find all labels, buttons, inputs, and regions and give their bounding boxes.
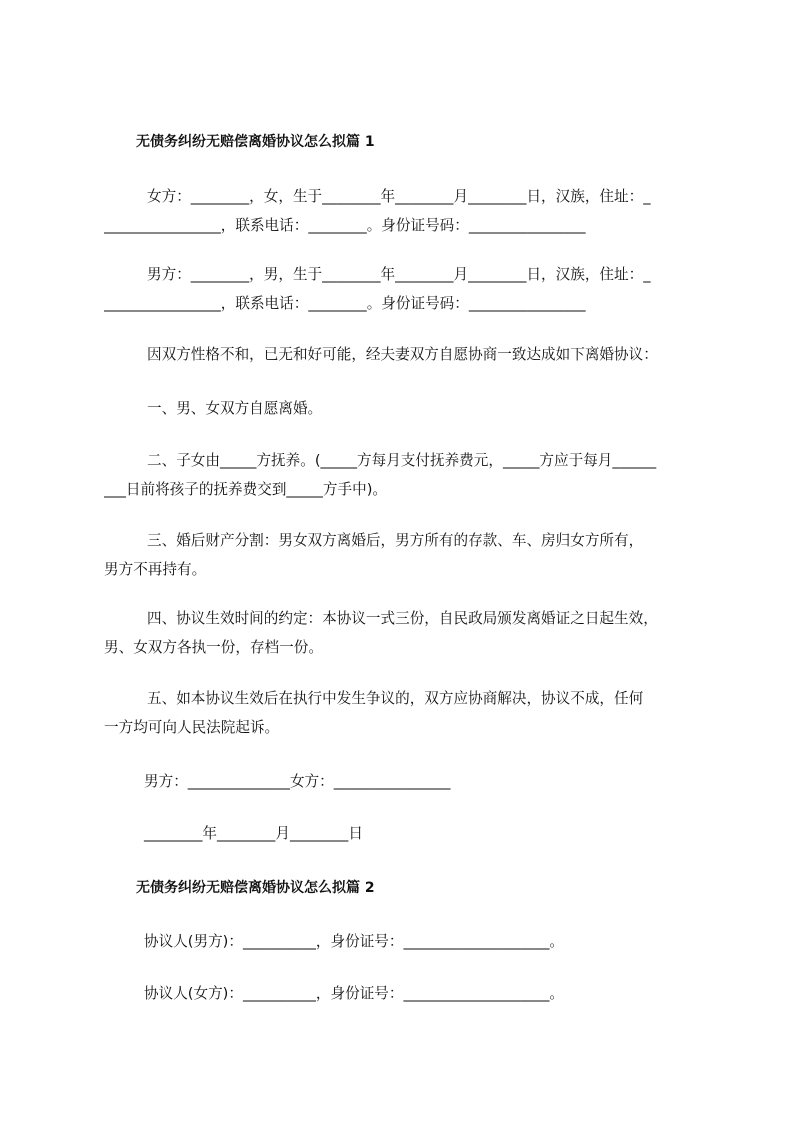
female-party-paragraph [104,182,704,240]
clause-4-paragraph [104,604,704,662]
section-1-title: 无债务纠纷无赔偿离婚协议怎么拟篇 1 [136,134,375,150]
clause-5-line-1: 五、如本协议生效后在执行中发生争议的，双方应协商解决，协议不成，任何 [147,690,644,707]
party-male-line: 协议人(男方)：__________，身份证号：____________________。 [144,933,565,950]
clause-1-text: 一、男、女双方自愿离婚。 [147,400,323,417]
party-female-line: 协议人(女方)：__________，身份证号：____________________。 [144,985,565,1002]
clause-3-paragraph [104,526,704,584]
date-line: ________年________月________日 [144,825,363,842]
clause-3-line-2: 男方不再持有。 [104,561,207,578]
female-party-line-1: 女方：________，女，生于________年________月________日，汉族，住址：_ [147,188,651,205]
clause-5-line-2: 一方均可向人民法院起诉。 [104,719,280,736]
clause-5-paragraph [104,684,704,742]
clause-2-paragraph [104,446,704,504]
section-2-title: 无债务纠纷无赔偿离婚协议怎么拟篇 2 [136,880,375,896]
clause-1-paragraph [104,394,704,423]
male-party-line-1: 男方：________，男，生于________年________月________日，汉族，住址：_ [147,266,651,283]
intro-paragraph [104,340,704,369]
clause-2-line-2: ___日前将孩子的抚养费交到_____方手中)。 [104,481,387,498]
clause-2-line-1: 二、子女由_____方抚养。(_____方每月支付抚养费元，_____方应于每月______ [147,452,657,469]
female-party-line-2: ________________，联系电话：________。身份证号码：________________ [104,217,586,234]
male-party-paragraph [104,260,704,318]
clause-4-line-1: 四、协议生效时间的约定：本协议一式三份，自民政局颁发离婚证之日起生效， [147,610,658,627]
clause-4-line-2: 男、女双方各执一份，存档一份。 [104,639,323,656]
intro-text: 因双方性格不和，已无和好可能，经夫妻双方自愿协商一致达成如下离婚协议： [147,346,658,363]
male-party-line-2: ________________，联系电话：________。身份证号码：________________ [104,295,586,312]
clause-3-line-1: 三、婚后财产分割：男女双方离婚后，男方所有的存款、车、房归女方所有， [147,532,644,549]
signature-line: 男方：______________女方：________________ [144,773,451,790]
